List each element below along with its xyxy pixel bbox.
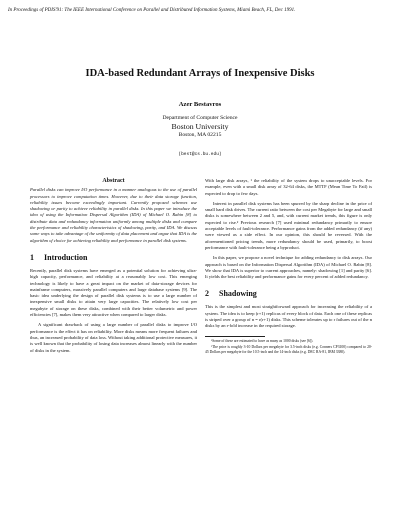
section-number: 1 [30, 252, 34, 262]
shadowing-paragraph-1: This is the simplest and most straightforward approach for increasing the reliability of a system. The idea is to keep (r+1) replicas of every block of data. Each one of these replicas is striped over a group of n = r(r+1) disks. This scheme tolerates up to r failures out of the n disks by an r-fold increase in the required storage. [205, 304, 372, 329]
footnote-1: ¹Some of these are estimated to have as many as 1000 disks (see [6]). [211, 338, 314, 343]
paper-title: IDA-based Redundant Arrays of Inexpensive Disks [85, 68, 315, 79]
section-number: 2 [205, 289, 209, 299]
right-paragraph-3: In this paper, we propose a novel technique for adding redundancy to disk arrays. Our approach is based on the Information Dispersal Algorithm (IDA) of Michael O. Rabin [8]. We show that IDA is superior to current approaches, namely: shadowing [1] and parity [6]. It yields the best reliability and performance gains for every percent of added redundancy. [205, 255, 372, 280]
footnote-rule [205, 336, 265, 337]
section-heading-shadowing [205, 289, 372, 299]
affiliation [0, 115, 400, 139]
right-column [205, 178, 372, 356]
left-column [30, 178, 197, 358]
right-paragraph-2: Interest in parallel disk systems has been spurred by the sharp decline in the price of small hard disk drives. The current ratio between the cost per Megabyte for large and small disks is somewhere between 2 and 5, and, with current market trends, this figure is only expected to rise.² Previous research [7] used minimal redundancy primarily to ensure acceptable levels of fault-tolerance. Performance gains from the added redundancy (if any) were viewed as a side effect. In our opinion, this should be reversed. With the aforementioned pricing trends, more redundancy should be used, primarily, to boost performance with fault-tolerance being a byproduct. [205, 200, 372, 250]
intro-paragraph-1: Recently, parallel disk systems have emerged as a potential solution for achieving ultra-high capacity, performance, and reliability at a reasonably low cost. This emerging technology is likely to have a great impact on the market of data-storage devices for mainframe computers, massively parallel computers and large database systems [9]. The basic idea underlying the design of parallel disk systems is to use a large number of inexpensive small disks to attain very large capacities. The relatively low cost per megabyte of storage on these disks, combined with their better volumetric and power efficiencies [7], makes them very attractive when compared to larger disks. [30, 267, 197, 318]
affiliation-city: Boston, MA 02215 [178, 132, 222, 138]
abstract-text: Parallel disks can improve I/O performance in a manner analogous to the use of parallel processors to improve computation times. However, due to their data storage function, reliability issues become exceedingly important. Currently proposed schemes use shadowing or parity to achieve reliability in parallel disks. In this paper we introduce the idea of using the Information Dispersal Algorithm (IDA) of Michael O. Rabin [8] to distribute data and redundancy information uniformly among multiple disks and compare the performance and reliability characteristics of shadowing, parity, and IDA. We discuss some ways to take advantage of the uniformity of data placement and argue that IDA is the algorithm of choice for achieving reliability and performance in parallel disk systems. [30, 187, 197, 243]
affiliation-department: Department of Computer Science [162, 115, 238, 121]
right-paragraph-1: With large disk arrays, ¹ the reliability of the system drops to unacceptable levels. For example, even with a small disk array of 32-64 disks, the MTTF (Mean Time To Fail) is expected to drop to few days. [205, 178, 372, 196]
footnote-2: ²The price is roughly 3-10 Dollars per megabyte for 3.5-inch disks (e.g. Conners CP3100) compared to 20-45 Dollars per megabyte for the 10.5-inch and the 14-inch disks (e.g. DEC RA-81, IBM 3380). [205, 345, 372, 354]
venue-line: In Proceedings of PDIS'91: The IEEE International Conference on Parallel and Distributed Information Systems, Miami Beach, FL, Dec 1991. [8, 8, 296, 13]
author-email: (best@cs.bu.edu) [178, 152, 222, 157]
section-title: Introduction [44, 252, 88, 262]
abstract-heading: Abstract [102, 178, 125, 184]
section-heading-introduction [30, 253, 197, 263]
section-title: Shadowing [219, 289, 257, 299]
affiliation-university: Boston University [171, 122, 229, 131]
author-name: Azer Bestavros [178, 101, 222, 108]
intro-paragraph-2: A significant drawback of using a large number of parallel disks to improve I/O performance is the effect it has on reliability. More disks means more frequent failures and thus, an increased probability of data loss. Without taking additional protective measures, it is well known that the probability of losing data increases almost linearly with the number of disks in the system. [30, 322, 197, 353]
